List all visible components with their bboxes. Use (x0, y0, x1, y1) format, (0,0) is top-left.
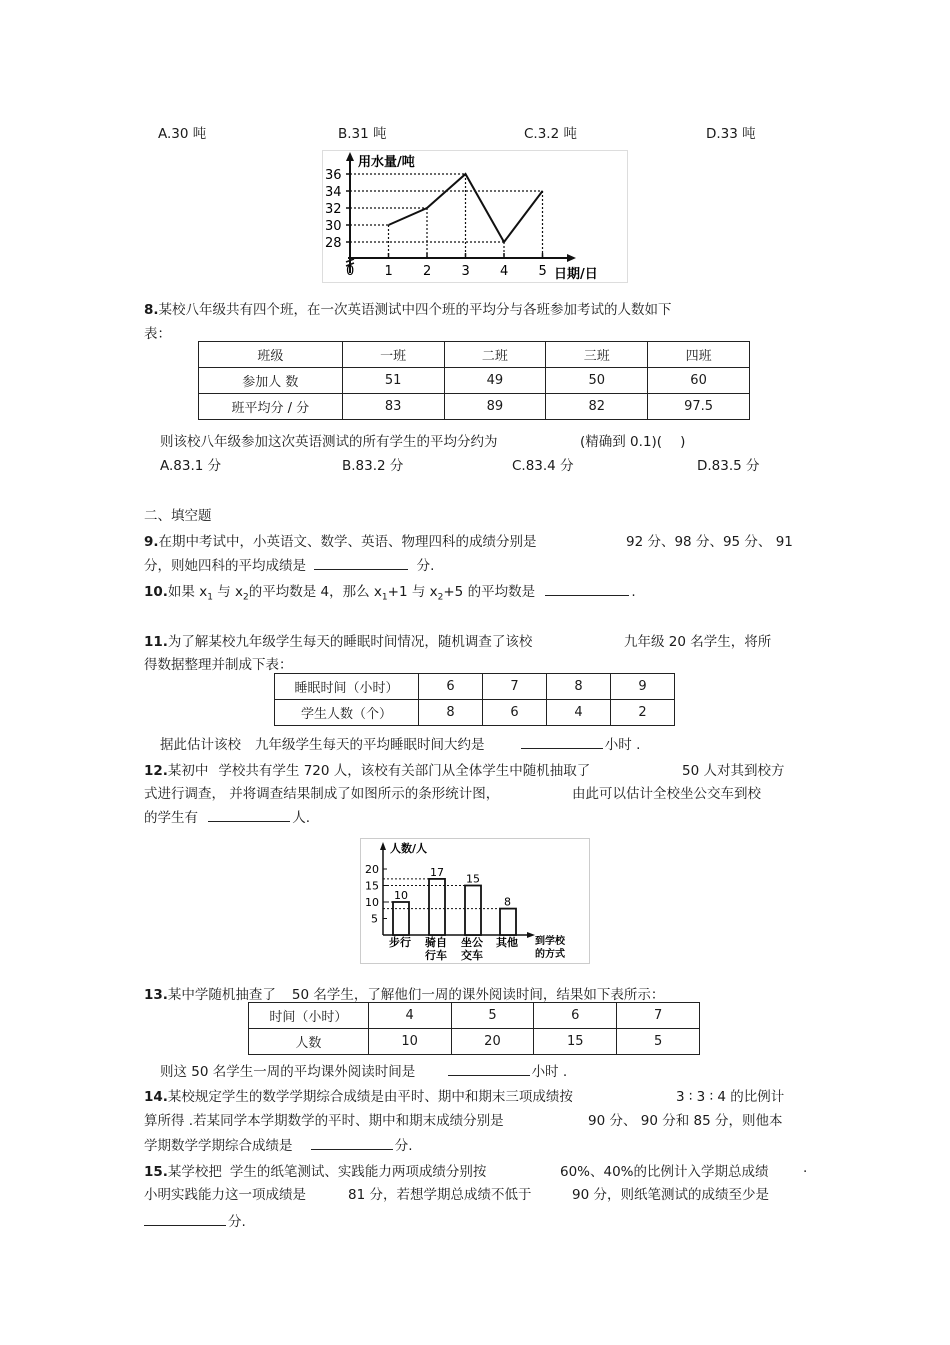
x-tick-label: 0 (346, 264, 355, 279)
q9-answer-blank[interactable] (314, 555, 408, 570)
q13-question: 则这 50 名学生一周的平均课外阅读时间是 小时 . (160, 1060, 567, 1080)
y-tick-label: 34 (325, 185, 342, 200)
q13-cell: 5 (617, 1029, 700, 1055)
q8-cell: 49 (444, 368, 546, 394)
q13-header-cell: 5 (451, 1003, 534, 1029)
q7-option-b: B.31 吨 (338, 126, 387, 142)
q8-cell: 50 (546, 368, 648, 394)
q13-cell: 20 (451, 1029, 534, 1055)
q8-precision: (精确到 0.1)( ) (580, 434, 686, 450)
q11-cell: 4 (547, 700, 611, 726)
category-label: 其他 (496, 936, 518, 949)
q11-header-cell: 6 (419, 674, 483, 700)
x-tick-label: 3 (461, 264, 470, 279)
q8-cell: 89 (444, 394, 546, 420)
y-tick-label: 36 (325, 168, 342, 183)
q11-table-row (275, 700, 675, 726)
x-tick-label: 4 (500, 264, 509, 279)
category-label-line2: 交车 (461, 949, 483, 962)
q8-line2: 表： (144, 326, 171, 342)
q15-line3: 分. (144, 1210, 246, 1230)
q11-cell: 学生人数（个） (275, 700, 419, 726)
x-axis-title: 日期/日 (554, 267, 598, 282)
q13-answer-blank[interactable] (448, 1061, 530, 1076)
q11-table-header-row (275, 674, 675, 700)
category-label: 步行 (389, 936, 411, 949)
q8-question: 则该校八年级参加这次英语测试的所有学生的平均分约为 (160, 434, 498, 450)
bar-value-label: 10 (394, 889, 408, 902)
q11-line1: 11.为了解某校九年级学生每天的睡眠时间情况，随机调查了该校 (144, 634, 533, 650)
bar (465, 886, 481, 936)
q9-line2: 分，则她四科的平均成绩是 分. (144, 554, 434, 574)
x-tick-label: 2 (423, 264, 432, 279)
q13-table-row (249, 1029, 700, 1055)
q13-cell: 15 (534, 1029, 617, 1055)
q8-table (198, 341, 750, 420)
bar (429, 879, 445, 935)
q13-cell: 人数 (249, 1029, 369, 1055)
q13-header-cell: 4 (368, 1003, 451, 1029)
q15-line2: 小明实践能力这一项成绩是 (144, 1187, 306, 1203)
category-label: 骑自 (425, 936, 447, 949)
q11-cell: 2 (611, 700, 675, 726)
y-tick-label: 32 (325, 202, 342, 217)
q8-cell: 60 (648, 368, 750, 394)
q15-answer-blank[interactable] (144, 1211, 226, 1226)
q8-header-cell: 三班 (546, 342, 648, 368)
section-title-fill-in: 二、填空题 (144, 508, 212, 524)
q11-table (274, 673, 675, 726)
q8-cell: 班平均分 / 分 (199, 394, 343, 420)
q15-line1-end: . (803, 1160, 808, 1176)
q14-line1: 14.某校规定学生的数学学期综合成绩是由平时、期中和期末三项成绩按 (144, 1089, 573, 1105)
q9-scores: 92 分、98 分、95 分、 91 (626, 534, 793, 550)
q8-option-c: C.83.4 分 (512, 458, 574, 474)
q11-cell: 8 (419, 700, 483, 726)
q8-table-row (199, 368, 750, 394)
x-tick-label: 1 (384, 264, 393, 279)
q13-table (248, 1002, 700, 1055)
q8-number: 8. (144, 302, 159, 318)
q13-header-cell: 时间（小时） (249, 1003, 369, 1029)
category-label: 坐公 (461, 936, 483, 949)
q10-answer-blank[interactable] (545, 581, 629, 596)
q14-line1-end: 3 ∶ 3 ∶ 4 的比例计 (676, 1089, 785, 1105)
q8-table-row (199, 394, 750, 420)
q8-cell: 97.5 (648, 394, 750, 420)
q12-line1-end: 50 人对其到校方 (682, 763, 785, 779)
y-tick-label: 28 (325, 236, 342, 251)
q13-header-cell: 6 (534, 1003, 617, 1029)
bar-value-label: 15 (466, 872, 480, 886)
q15-line1-mid: 60%、40%的比例计入学期总成绩 (560, 1164, 769, 1180)
q11-question: 据此估计该校 九年级学生每天的平均睡眠时间大约是 小时 . (160, 733, 640, 753)
q8-cell: 83 (342, 394, 444, 420)
x-axis-title: 到学校 的方式 (535, 936, 565, 960)
q8-header-cell: 四班 (648, 342, 750, 368)
q12-line2: 式进行调查， 并将调查结果制成了如图所示的条形统计图， (144, 786, 500, 802)
q12-line1: 12.某初中 学校共有学生 720 人，该校有关部门从全体学生中随机抽取了 (144, 763, 591, 779)
q8-option-b: B.83.2 分 (342, 458, 404, 474)
y-tick-label: 30 (325, 219, 342, 234)
q8-header-cell: 二班 (444, 342, 546, 368)
q7-option-a: A.30 吨 (158, 126, 207, 142)
q11-line2: 得数据整理并制成下表： (144, 657, 293, 673)
bar (393, 902, 409, 935)
q11-line1-end: 九年级 20 名学生，将所 (624, 634, 772, 650)
y-axis-title: 人数/人 (390, 842, 428, 855)
q12-answer-blank[interactable] (208, 807, 290, 822)
q8-cell: 51 (342, 368, 444, 394)
q12-line2-end: 由此可以估计全校坐公交车到校 (572, 786, 761, 802)
y-tick-label: 20 (365, 863, 379, 876)
q15-line2-mid: 81 分，若想学期总成绩不低于 (348, 1187, 532, 1203)
q8-line1: 8.某校八年级共有四个班，在一次英语测试中四个班的平均分与各班参加考试的人数如下 (144, 302, 672, 318)
q9-line1: 9.在期中考试中，小英语文、数学、英语、物理四科的成绩分别是 (144, 534, 537, 550)
q8-table-header-row (199, 342, 750, 368)
q14-line2: 算所得 .若某同学本学期数学的平时、期中和期末成绩分别是 (144, 1113, 504, 1129)
q11-cell: 6 (483, 700, 547, 726)
q11-header-cell: 睡眠时间（小时） (275, 674, 419, 700)
q14-answer-blank[interactable] (311, 1135, 393, 1150)
bar (500, 909, 516, 935)
q15-line1: 15.某学校把 学生的纸笔测试、实践能力两项成绩分别按 (144, 1164, 487, 1180)
q11-answer-blank[interactable] (521, 734, 603, 749)
y-tick-label: 15 (365, 879, 379, 893)
q8-cell: 82 (546, 394, 648, 420)
q8-header-cell: 班级 (199, 342, 343, 368)
q11-header-cell: 9 (611, 674, 675, 700)
q11-header-cell: 8 (547, 674, 611, 700)
bar-value-label: 17 (430, 865, 444, 879)
commute-bar-chart (360, 838, 590, 964)
q12-line3: 的学生有 人. (144, 806, 310, 826)
q13-line1: 13.某中学随机抽查了 50 名学生，了解他们一周的课外阅读时间，结果如下表所示： (144, 987, 665, 1003)
q8-option-d: D.83.5 分 (697, 458, 760, 474)
q13-header-cell: 7 (617, 1003, 700, 1029)
q14-line2-end: 90 分、 90 分和 85 分，则他本 (588, 1113, 783, 1129)
q11-header-cell: 7 (483, 674, 547, 700)
bar-value-label: 8 (504, 895, 511, 909)
y-tick-label: 5 (371, 912, 378, 926)
q8-header-cell: 一班 (342, 342, 444, 368)
q13-cell: 10 (368, 1029, 451, 1055)
q15-line2-end: 90 分，则纸笔测试的成绩至少是 (572, 1187, 769, 1203)
q8-option-a: A.83.1 分 (160, 458, 222, 474)
q10-line: 10.如果 $x_1$ 与 $x_2$的平均数是 4，那么 $x_1+1$ 与 $x_2+5$ 的平均数是 . (144, 580, 636, 603)
category-label-line2: 行车 (425, 949, 447, 962)
water-usage-line-chart (322, 150, 628, 283)
q13-table-header-row (249, 1003, 700, 1029)
q8-cell: 参加人 数 (199, 368, 343, 394)
q7-option-d: D.33 吨 (706, 126, 756, 142)
q14-line3: 学期数学学期综合成绩是 分. (144, 1134, 413, 1154)
q7-option-c: C.3.2 吨 (524, 126, 577, 142)
y-tick-label: 10 (365, 896, 379, 909)
x-tick-label: 5 (538, 264, 547, 279)
y-axis-title: 用水量/吨 (358, 155, 415, 170)
